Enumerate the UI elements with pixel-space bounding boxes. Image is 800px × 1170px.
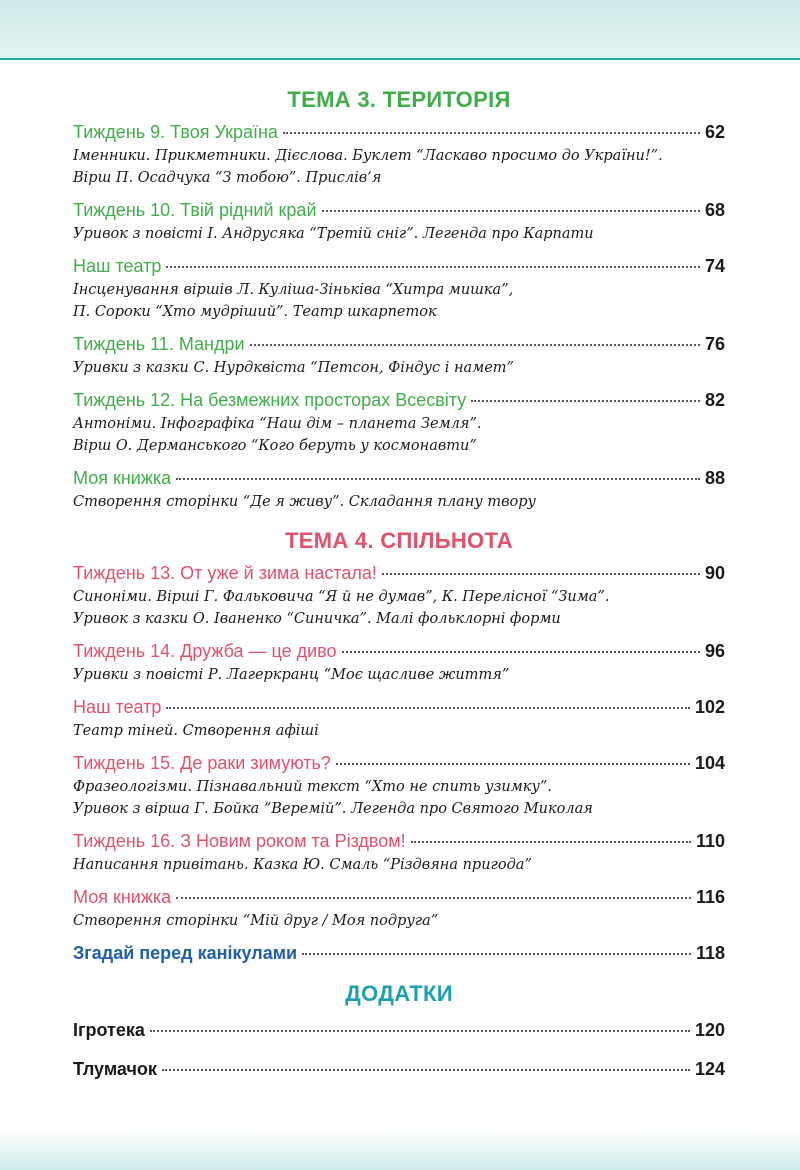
entry-description: Інсценування віршів Л. Куліша-Зіньківа “Хитра мишка”, (73, 282, 514, 298)
dot-leader (382, 573, 700, 575)
page-number: 104 (694, 753, 725, 773)
footer-band (0, 1130, 800, 1170)
dot-leader (166, 266, 700, 268)
section-appendices (73, 980, 725, 1086)
page-number: 88 (704, 468, 725, 488)
entry-title: Ігротека (73, 1020, 145, 1040)
toc-entry-week-13[interactable] (73, 561, 725, 630)
page-number: 82 (704, 390, 725, 410)
toc-entry-week-16[interactable] (73, 829, 725, 876)
toc-entry-games[interactable] (73, 1014, 725, 1047)
page-number: 76 (704, 334, 725, 354)
dot-leader (283, 132, 700, 134)
toc-entry-week-9[interactable] (73, 120, 725, 189)
dot-leader (322, 210, 700, 212)
entry-description: Вірш П. Осадчука “З тобою”. Прислів’я (73, 170, 382, 186)
entry-title: Тиждень 10. Твій рідний край (73, 200, 317, 220)
header-rule (0, 58, 800, 60)
entry-title: Згадай перед канікулами (73, 943, 298, 963)
page-number: 68 (704, 200, 725, 220)
section-theme-4 (73, 527, 725, 966)
toc-entry-week-10[interactable] (73, 198, 725, 245)
entry-title: Тиждень 15. Де раки зимують? (73, 753, 331, 773)
entry-title: Тиждень 11. Мандри (73, 334, 245, 354)
entry-description: Театр тіней. Створення афіші (73, 723, 319, 739)
dot-leader (166, 707, 690, 709)
dot-leader (336, 763, 690, 765)
page-number: 74 (704, 256, 725, 276)
section-heading: ТЕМА 3. ТЕРИТОРІЯ (287, 87, 511, 112)
page-number: 124 (694, 1059, 725, 1079)
page-number: 90 (704, 563, 725, 583)
toc-entry-my-book[interactable] (73, 885, 725, 932)
toc-entry-week-14[interactable] (73, 639, 725, 686)
entry-description: Уривки з повісті Р. Лагеркранц “Моє щасливе життя” (73, 667, 510, 683)
dot-leader (250, 344, 700, 346)
section-theme-3 (73, 86, 725, 513)
entry-description: Уривок з повісті І. Андрусяка “Третій сніг”. Легенда про Карпати (73, 226, 594, 242)
header-band (0, 0, 800, 58)
page-number: 110 (695, 831, 725, 851)
dot-leader (176, 478, 700, 480)
entry-title: Тиждень 13. От уже й зима настала! (73, 563, 377, 583)
table-of-contents (73, 86, 725, 1092)
entry-description: Іменники. Прикметники. Дієслова. Буклет “Ласкаво просимо до України!”. (73, 148, 663, 164)
entry-title: Наш театр (73, 697, 162, 717)
entry-title: Тиждень 16. З Новим роком та Різдвом! (73, 831, 406, 851)
dot-leader (150, 1030, 690, 1032)
section-heading: ТЕМА 4. СПІЛЬНОТА (284, 528, 513, 553)
entry-description: Вірш О. Дерманського “Кого беруть у космонавти” (73, 438, 477, 454)
entry-title: Наш театр (73, 256, 162, 276)
page-number: 118 (695, 943, 725, 963)
page-number: 62 (704, 122, 725, 142)
dot-leader (162, 1069, 690, 1071)
dot-leader (342, 651, 700, 653)
entry-description: Антоніми. Інфографіка “Наш дім – планета Земля”. (73, 416, 482, 432)
dot-leader (176, 897, 691, 899)
dot-leader (302, 953, 691, 955)
entry-description: Написання привітань. Казка Ю. Смаль “Різдвяна пригода” (73, 857, 532, 873)
toc-entry-week-11[interactable] (73, 332, 725, 379)
entry-title: Тлумачок (73, 1059, 157, 1079)
entry-description: Синоніми. Вірші Г. Фальковича “Я й не думав”, К. Перелісної “Зима”. (73, 589, 610, 605)
entry-title: Тиждень 14. Дружба — це диво (73, 641, 337, 661)
entry-description: Уривок з вірша Г. Бойка “Веремій”. Легенда про Святого Миколая (73, 801, 593, 817)
entry-title: Тиждень 12. На безмежних просторах Всесвіту (73, 390, 467, 410)
page-number: 96 (704, 641, 725, 661)
entry-description: Уривок з казки О. Іваненко “Синичка”. Малі фольклорні форми (73, 611, 561, 627)
section-heading: ДОДАТКИ (345, 981, 453, 1006)
toc-entry-theatre[interactable] (73, 254, 725, 323)
page-number: 102 (694, 697, 725, 717)
entry-description: Уривки з казки С. Нурдквіста “Петсон, Фіндус і намет” (73, 360, 514, 376)
toc-entry-my-book[interactable] (73, 466, 725, 513)
dot-leader (411, 841, 691, 843)
toc-entry-review[interactable] (73, 941, 725, 966)
toc-entry-theatre[interactable] (73, 695, 725, 742)
page-number: 120 (694, 1020, 725, 1040)
entry-description: Створення сторінки “Де я живу”. Складання плану твору (73, 494, 536, 510)
toc-entry-week-12[interactable] (73, 388, 725, 457)
dot-leader (471, 400, 700, 402)
toc-entry-glossary[interactable] (73, 1053, 725, 1086)
toc-entry-week-15[interactable] (73, 751, 725, 820)
entry-description: П. Сороки “Хто мудріший”. Театр шкарпеток (73, 304, 437, 320)
entry-title: Моя книжка (73, 468, 172, 488)
entry-title: Тиждень 9. Твоя Україна (73, 122, 278, 142)
entry-description: Фразеологізми. Пізнавальний текст “Хто не спить узимку”. (73, 779, 552, 795)
entry-title: Моя книжка (73, 887, 172, 907)
page-number: 116 (695, 887, 725, 907)
entry-description: Створення сторінки “Мій друг / Моя подруга” (73, 913, 439, 929)
